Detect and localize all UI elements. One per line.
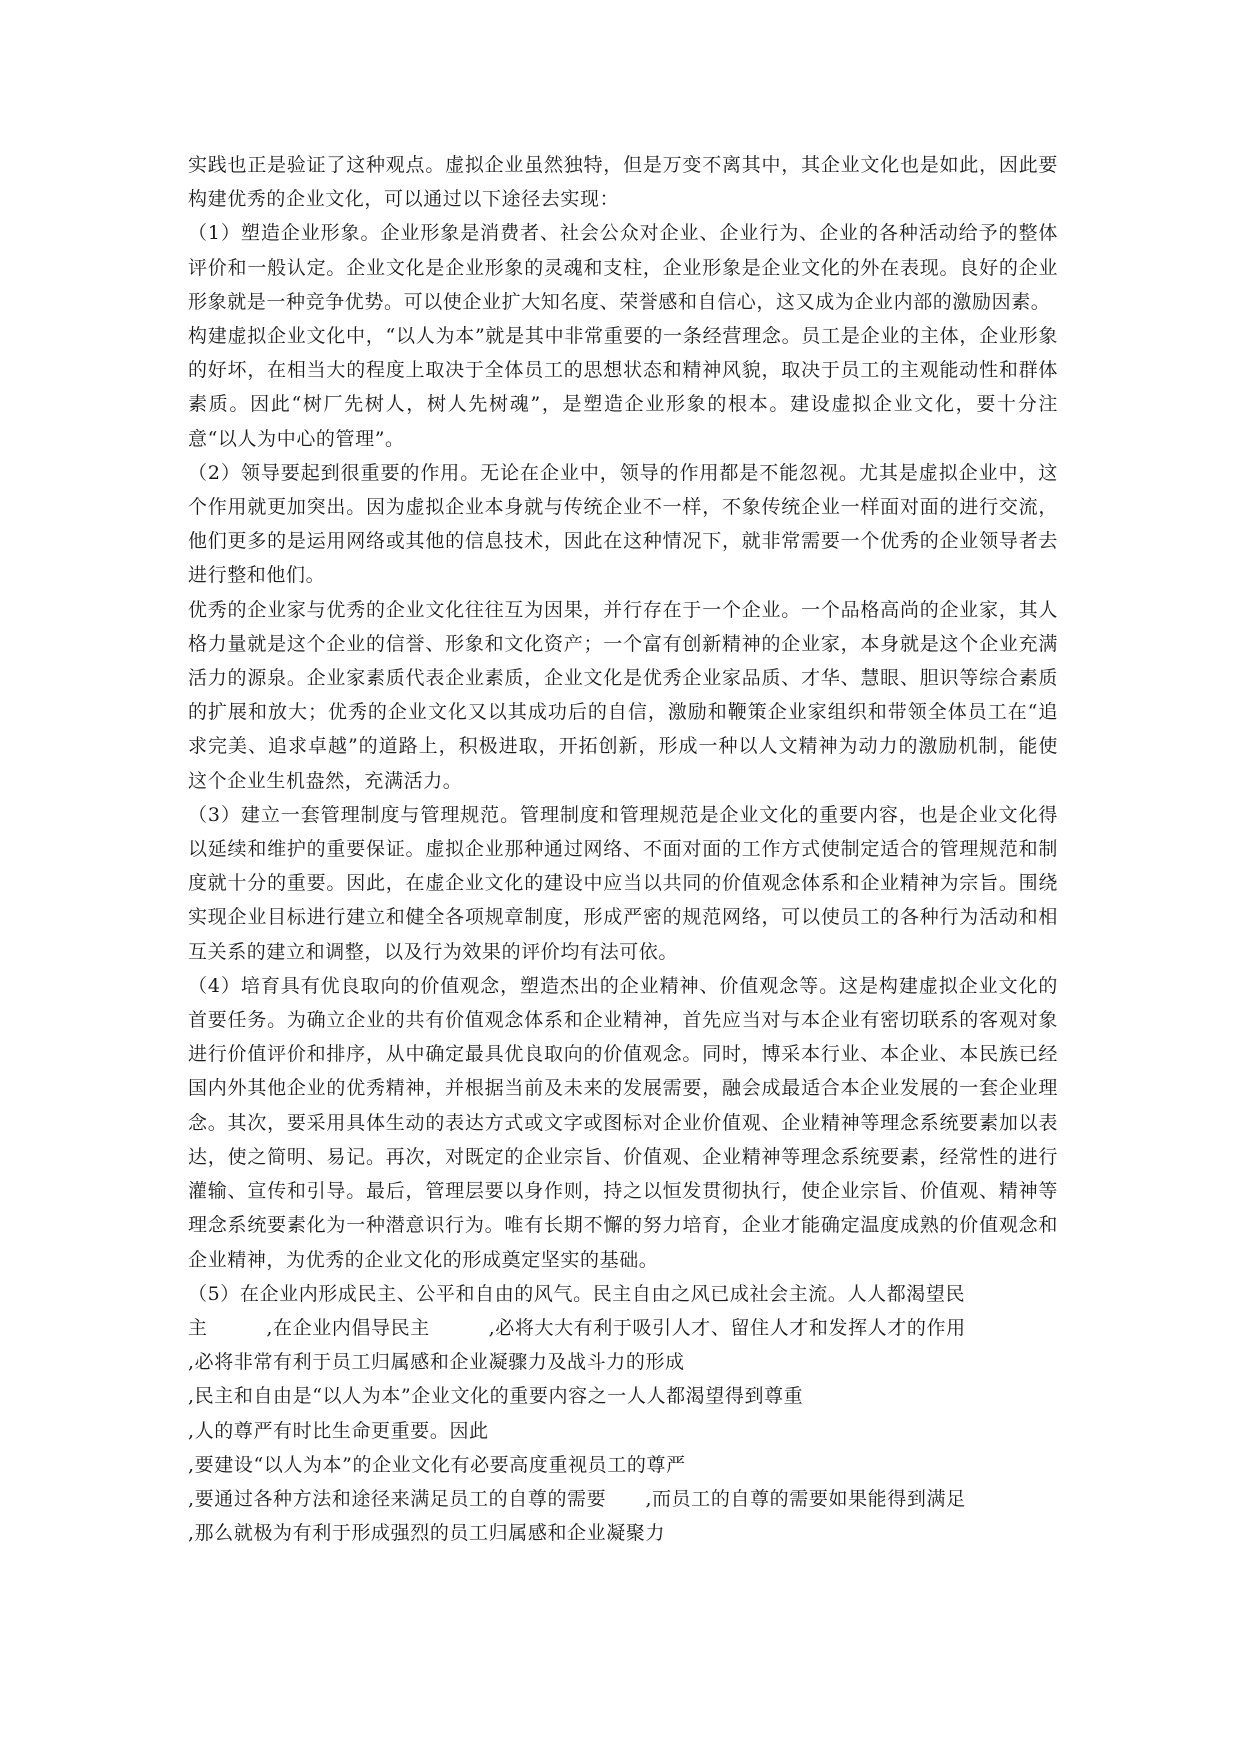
paragraph: （2）领导要起到很重要的作用。无论在企业中，领导的作用都是不能忽视。尤其是虚拟企业中，这个作用就更加突出。因为虚拟企业本身就与传统企业不一样，不象传统企业一样面对面的进行交流，他们更多的是运用网络或其他的信息技术，因此在这种情况下，就非常需要一个优秀的企业领导者去进行整和他们。 [188, 461, 1058, 587]
paragraph-tail [188, 1311, 1058, 1550]
paragraph: （3）建立一套管理制度与管理规范。管理制度和管理规范是企业文化的重要内容，也是企业文化得以延续和维护的重要保证。虚拟企业那种通过网络、不面对面的工作方式使制定适合的管理规范和制度就十分的重要。因此，在虚企业文化的建设中应当以共同的价值观念体系和企业精神为宗旨。围绕实现企业目标进行建立和健全各项规章制度，形成严密的规范网络，可以使员工的各种行为活动和相互关系的建立和调整，以及行为效果的评价均有法可依。 [188, 803, 1058, 963]
text-line: ,民主和自由是“以人为本”企业文化的重要内容之一人人都渴望得到尊重 [188, 1385, 804, 1408]
text-line: ,必将非常有利于员工归属感和企业凝骤力及战斗力的形成 [188, 1351, 685, 1374]
text-line: 主 ,在企业内倡导民主 ,必将大大有利于吸引人才、留住人才和发挥人才的作用 [188, 1316, 966, 1339]
paragraph: （5）在企业内形成民主、公平和自由的风气。民主自由之风已成社会主流。人人都渴望民 [188, 1282, 966, 1305]
paragraph: 实践也正是验证了这种观点。虚拟企业虽然独特，但是万变不离其中，其企业文化也是如此，因此要构建优秀的企业文化，可以通过以下途径去实现： [188, 154, 1058, 211]
document-page [188, 148, 1058, 1550]
paragraph: （1）塑造企业形象。企业形象是消费者、社会公众对企业、企业行为、企业的各种活动给予的整体评价和一般认定。企业文化是企业形象的灵魂和支柱，企业形象是企业文化的外在表现。良好的企业形象就是一种竞争优势。可以使企业扩大知名度、荣誉感和自信心，这又成为企业内部的激励因素。 [188, 222, 1058, 313]
text-line: ,人的尊严有时比生命更重要。因此 [188, 1419, 489, 1442]
text-line: ,那么就极为有利于形成强烈的员工归属感和企业凝聚力 [188, 1522, 666, 1545]
paragraph: （4）培育具有优良取向的价值观念，塑造杰出的企业精神、价值观念等。这是构建虚拟企业文化的首要任务。为确立企业的共有价值观念体系和企业精神，首先应当对与本企业有密切联系的客观对象进行价值评价和排序，从中确定最具优良取向的价值观念。同时，博采本行业、本企业、本民族已经国内外其他企业的优秀精神，并根据当前及未来的发展需要，融会成最适合本企业发展的一套企业理念。其次，要采用具体生动的表达方式或文字或图标对企业价值观、企业精神等理念系统要素加以表达，使之简明、易记。再次，对既定的企业宗旨、价值观、企业精神等理念系统要素，经常性的进行灌输、宣传和引导。最后，管理层要以身作则，持之以恒发贯彻执行，使企业宗旨、价值观、精神等理念系统要素化为一种潜意识行为。唯有长期不懈的努力培育，企业才能确定温度成熟的价值观念和企业精神，为优秀的企业文化的形成奠定坚实的基础。 [188, 974, 1058, 1271]
text-line: ,要建设“以人为本”的企业文化有必要高度重视员工的尊严 [188, 1453, 686, 1476]
paragraph: 构建虚拟企业文化中，“以人为本”就是其中非常重要的一条经营理念。员工是企业的主体，企业形象的好坏，在相当大的程度上取决于全体员工的思想状态和精神风貌，取决于员工的主观能动性和群体素质。因此“树厂先树人，树人先树魂”，是塑造企业形象的根本。建设虚拟企业文化，要十分注意“以人为中心的管理”。 [188, 325, 1058, 450]
paragraph: 优秀的企业家与优秀的企业文化往往互为因果，并行存在于一个企业。一个品格高尚的企业家，其人格力量就是这个企业的信誉、形象和文化资产；一个富有创新精神的企业家，本身就是这个企业充满活力的源泉。企业家素质代表企业素质，企业文化是优秀企业家品质、才华、慧眼、胆识等综合素质的扩展和放大；优秀的企业文化又以其成功后的自信，激励和鞭策企业家组织和带领全体员工在“追求完美、追求卓越”的道路上，积极进取，开拓创新，形成一种以人文精神为动力的激励机制，能使这个企业生机盎然，充满活力。 [188, 598, 1058, 792]
text-line: ,要通过各种方法和途径来满足员工的自尊的需要 ,而员工的自尊的需要如果能得到满足 [188, 1487, 966, 1510]
